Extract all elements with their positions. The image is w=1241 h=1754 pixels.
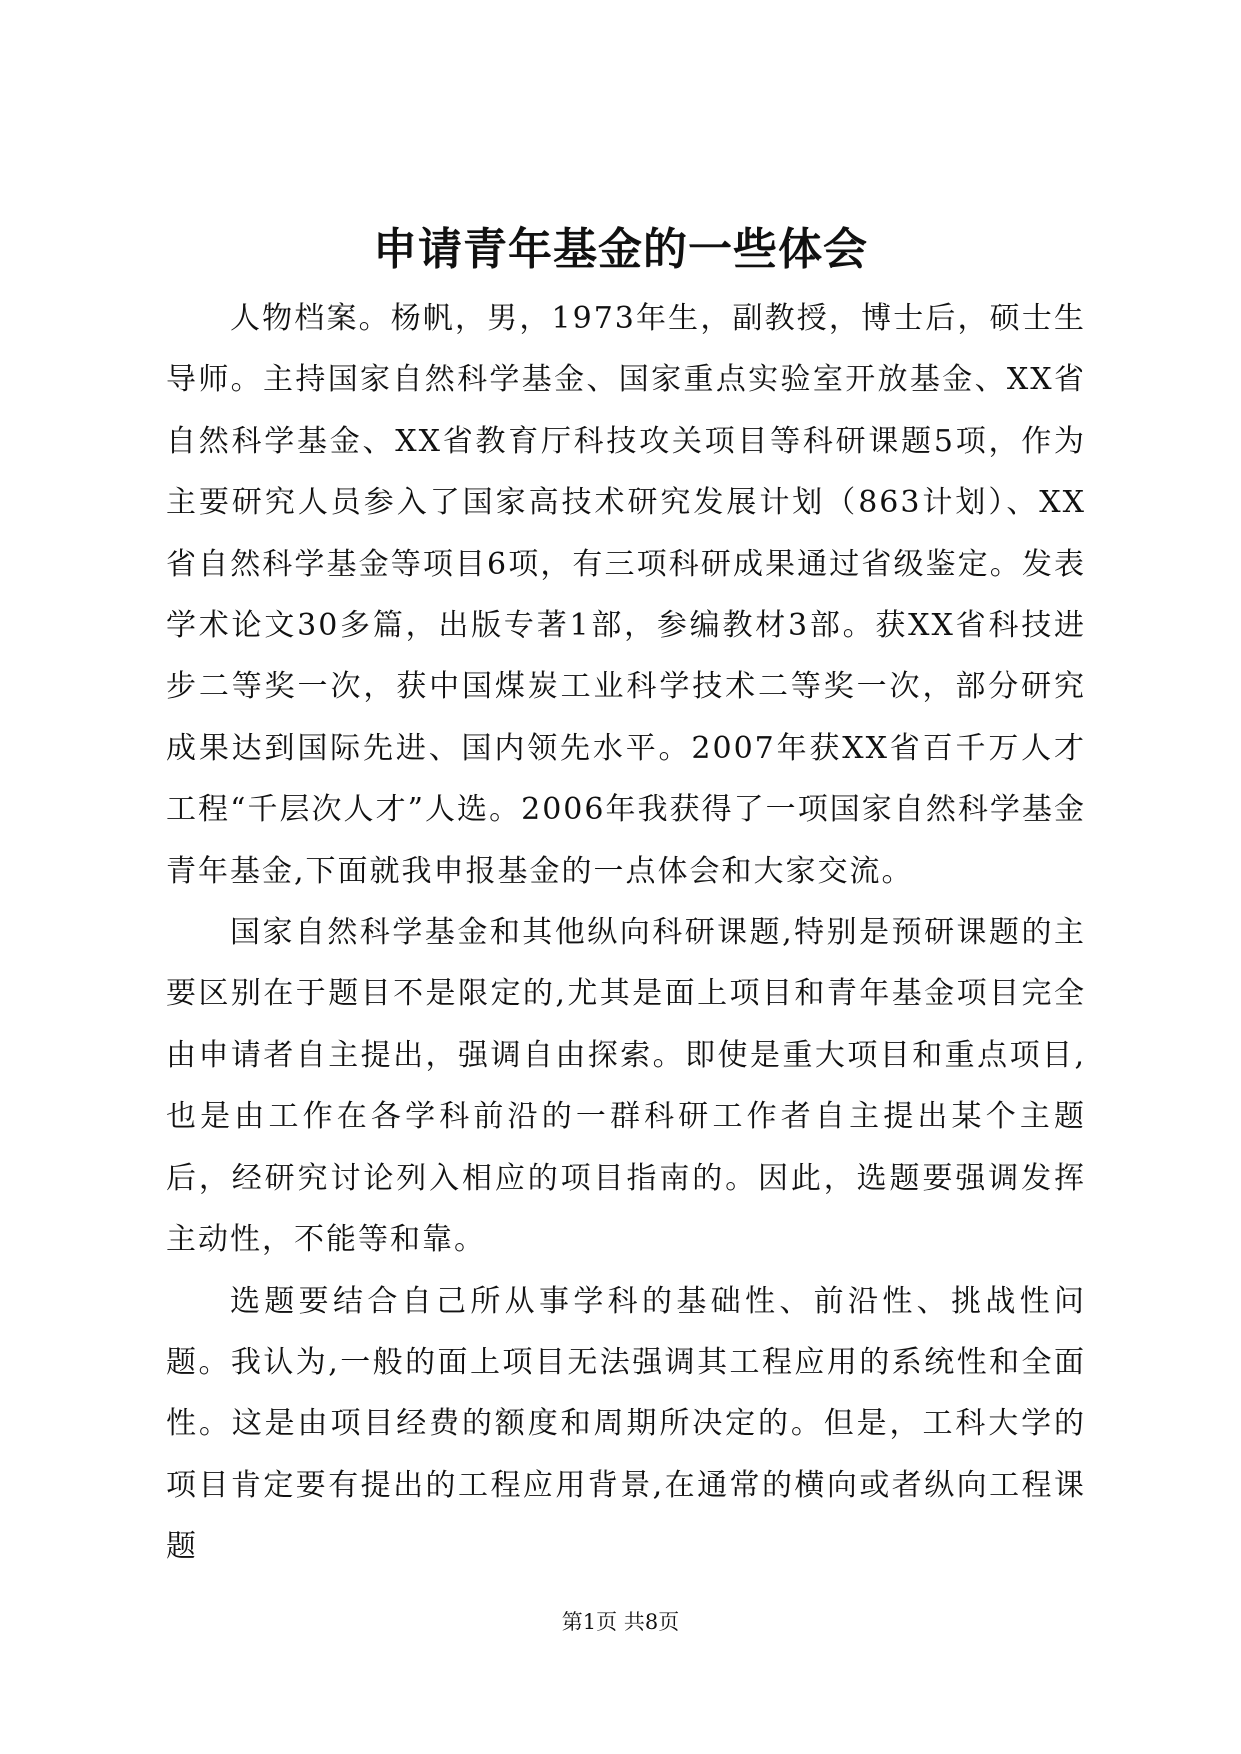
document-title: 申请青年基金的一些体会 [373, 224, 868, 275]
page-footer: 第1页 共8页 [561, 1610, 680, 1634]
document-body [166, 288, 1086, 1578]
paragraph-profile: 人物档案。杨帆，男，1973年生，副教授，博士后，硕士生导师。主持国家自然科学基金、国家重点实验室开放基金、XX省自然科学基金、XX省教育厅科技攻关项目等科研课题5项，作为主要研究人员参入了国家高技术研究发展计划（863计划）、XX省自然科学基金等项目6项，有三项科研成果通过省级鉴定。发表学术论文30多篇，出版专著1部，参编教材3部。获XX省科技进步二等奖一次，获中国煤炭工业科学技术二等奖一次，部分研究成果达到国际先进、国内领先水平。2007年获XX省百千万人才工程“千层次人才”人选。2006年我获得了一项国家自然科学基金青年基金,下面就我申报基金的一点体会和大家交流。 [166, 301, 1086, 889]
paragraph-topic-selection: 国家自然科学基金和其他纵向科研课题,特别是预研课题的主要区别在于题目不是限定的,尤其是面上项目和青年基金项目完全由申请者自主提出，强调自由探索。即使是重大项目和重点项目,也是由工作在各学科前沿的一群科研工作者自主提出某个主题后，经研究讨论列入相应的项目指南的。因此，选题要强调发挥主动性，不能等和靠。 [166, 915, 1086, 1258]
paragraph-discipline: 选题要结合自己所从事学科的基础性、前沿性、挑战性问题。我认为,一般的面上项目无法强调其工程应用的系统性和全面性。这是由项目经费的额度和周期所决定的。但是，工科大学的项目肯定要有提出的工程应用背景,在通常的横向或者纵向工程课题 [166, 1283, 1086, 1565]
